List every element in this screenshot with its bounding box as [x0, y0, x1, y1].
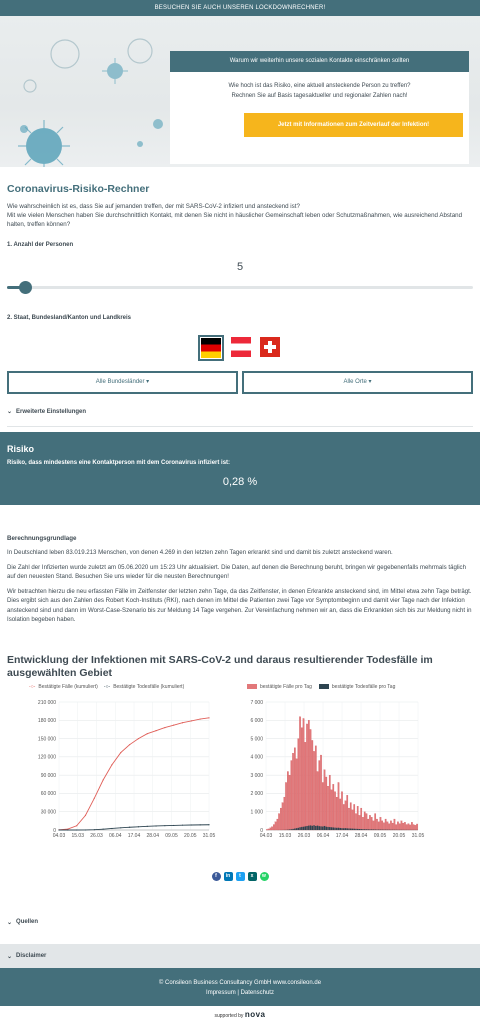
- share-bar: [7, 872, 473, 881]
- daily-cases-bar: [366, 813, 367, 829]
- daily-deaths-bar: [360, 829, 361, 830]
- daily-cases-bar: [362, 817, 363, 830]
- line-chart-x-tick: 26.03: [90, 832, 103, 839]
- daily-cases-bar: [278, 813, 279, 829]
- daily-cases-bar: [336, 797, 337, 830]
- line-chart-x-tick: 28.04: [146, 832, 160, 839]
- daily-cases-bar: [324, 769, 325, 829]
- daily-cases-bar: [374, 813, 375, 829]
- daily-deaths-bar: [306, 825, 307, 829]
- daily-cases-bar: [408, 823, 409, 829]
- line-chart-y-tick: 120 000: [37, 754, 56, 761]
- daily-cases-bar: [381, 820, 382, 829]
- daily-cases-bar: [416, 823, 417, 829]
- cases-point: [147, 733, 148, 734]
- footer-links[interactable]: Impressum | Datenschutz: [206, 990, 274, 996]
- daily-cases-bar: [268, 828, 269, 829]
- bar-chart-y-tick: 4 000: [250, 754, 263, 761]
- daily-deaths-bar: [357, 828, 358, 829]
- daily-cases-bar: [329, 775, 330, 830]
- chevron-down-icon: ▾: [146, 379, 150, 385]
- daily-cases-bar: [352, 809, 353, 829]
- deaths-point: [94, 829, 95, 830]
- line-chart-y-tick: 60 000: [40, 790, 56, 797]
- sources-label: Quellen: [16, 919, 39, 925]
- cases-point: [76, 825, 77, 826]
- daily-cases-bar: [277, 819, 278, 830]
- daily-deaths-bar: [362, 829, 363, 830]
- calculation-basis: [0, 535, 480, 881]
- cases-point: [129, 744, 130, 745]
- divider: [7, 426, 473, 427]
- daily-cases-bar: [292, 753, 293, 830]
- deaths-point: [208, 824, 209, 825]
- bar-chart-y-tick: 5 000: [250, 735, 263, 742]
- deaths-point: [120, 827, 121, 828]
- bar-chart-x-tick: 28.04: [354, 832, 368, 839]
- region-selects: [7, 371, 473, 394]
- cases-point: [120, 751, 121, 752]
- daily-cases-bar: [271, 826, 272, 829]
- deaths-point: [103, 828, 104, 829]
- hero-line-2: Rechnen Sie auf Basis tagesaktueller und regionaler Zahlen nach!: [231, 93, 408, 99]
- deaths-point: [155, 825, 156, 826]
- daily-deaths-bar: [327, 826, 328, 829]
- daily-deaths-bar: [326, 826, 327, 829]
- daily-cases-bar: [345, 800, 346, 829]
- daily-cases-bar: [305, 742, 306, 830]
- cases-point: [111, 764, 112, 765]
- country-selector: [7, 335, 473, 361]
- daily-deaths-bar: [298, 827, 299, 829]
- line-chart-x-tick: 20.05: [183, 832, 197, 839]
- line-chart-x-tick: 17.04: [127, 832, 141, 839]
- daily-cases-bar: [390, 820, 391, 829]
- risk-title: Risiko: [7, 444, 35, 454]
- daily-deaths-bar: [294, 828, 295, 829]
- chevron-down-icon: ⌄: [7, 919, 13, 926]
- daily-cases-bar: [380, 817, 381, 830]
- daily-cases-bar: [402, 823, 403, 830]
- daily-cases-bar: [313, 751, 314, 830]
- place-dropdown[interactable]: [242, 371, 473, 394]
- line-chart-y-tick: 180 000: [37, 717, 56, 724]
- daily-cases-bar: [364, 811, 365, 829]
- bar-chart-y-tick: 2 000: [250, 790, 263, 797]
- line-chart-x-tick: 09.05: [165, 832, 178, 839]
- austria-flag-icon: [231, 337, 251, 357]
- cases-point: [182, 722, 183, 723]
- daily-cases-bar: [299, 716, 300, 829]
- daily-deaths-bar: [374, 829, 375, 830]
- daily-cases-bar: [315, 745, 316, 829]
- daily-cases-bar: [289, 775, 290, 830]
- deaths-point: [164, 825, 165, 826]
- cases-point: [164, 727, 165, 728]
- page-title: Coronavirus-Risiko-Rechner: [7, 183, 150, 195]
- daily-cases-bar: [348, 808, 349, 830]
- daily-cases-bar: [275, 821, 276, 829]
- daily-deaths-bar: [355, 828, 356, 829]
- daily-cases-bar: [308, 720, 309, 830]
- daily-cases-bar: [385, 819, 386, 830]
- daily-cases-bar: [322, 782, 323, 830]
- daily-deaths-bar: [319, 826, 320, 830]
- daily-deaths-bar: [289, 829, 290, 830]
- flag-austria-button[interactable]: [229, 335, 253, 359]
- daily-cases-bar: [284, 797, 285, 830]
- daily-cases-bar: [347, 795, 348, 830]
- supported-by[interactable]: [0, 1010, 480, 1019]
- daily-deaths-bar: [371, 829, 372, 830]
- daily-cases-bar: [306, 723, 307, 829]
- daily-cases-bar: [331, 789, 332, 829]
- legend-daily-cases-swatch: [247, 684, 257, 689]
- daily-deaths-bar: [364, 829, 365, 830]
- advanced-settings-label: Erweiterte Einstellungen: [16, 408, 87, 415]
- basis-paragraph-1: In Deutschland leben 83.019.213 Menschen, von denen 4.269 in den letzten zehn Tagen erkrankt sind und damit bis zuletzt ansteckend waren.: [7, 549, 393, 556]
- basis-paragraph-2: Die Zahl der Infizierten wurde zuletzt am 05.06.2020 um 15:23 Uhr aktualisiert. Die Daten, auf denen die Berechnung beruht, bringen wir gegebenenfalls mehrmals täglich auf den neuesten Stand. Besuchen Sie uns wieder für die neusten Berechnungen!: [7, 563, 466, 580]
- daily-cases-bar: [367, 819, 368, 830]
- deaths-point: [85, 829, 86, 830]
- legend-deaths-marker-icon: -○-: [103, 683, 111, 690]
- bar-chart-x-tick: 17.04: [335, 832, 349, 839]
- daily-cases-bar: [327, 786, 328, 830]
- deaths-point: [200, 824, 201, 825]
- daily-deaths-bar: [310, 825, 311, 830]
- daily-deaths-bar: [367, 829, 368, 830]
- daily-cases-bar: [415, 825, 416, 830]
- deaths-point: [191, 824, 192, 825]
- daily-cases-bar: [397, 821, 398, 829]
- cases-point: [191, 720, 192, 721]
- sources-toggle[interactable]: [0, 916, 480, 928]
- switzerland-flag-icon: [260, 337, 280, 357]
- daily-cases-bar: [354, 804, 355, 830]
- risk-panel: [0, 432, 480, 505]
- persons-slider[interactable]: [7, 281, 473, 293]
- daily-cases-bar: [369, 815, 370, 830]
- bar-chart-x-tick: 26.03: [297, 832, 311, 839]
- deaths-point: [129, 826, 130, 827]
- facebook-icon[interactable]: f: [212, 872, 221, 881]
- intro-text-2: Mit wie vielen Menschen haben Sie durchschnittlich Kontakt, mit denen Sie nicht in häuslicher Gemeinschaft leben oder Schutzmaßnahmen, wie ausreichend Abstand halten, treffen können?: [7, 212, 463, 228]
- daily-cases-bar: [401, 820, 402, 829]
- daily-cases-bar: [301, 727, 302, 829]
- daily-cases-bar: [319, 760, 320, 829]
- daily-cases-bar: [357, 806, 358, 830]
- bar-chart-x-tick: 06.04: [316, 832, 330, 839]
- footer-copyright[interactable]: © Consileon Business Consultancy GmbH www.consileon.de: [158, 980, 322, 986]
- daily-deaths-bar: [296, 828, 297, 830]
- daily-cases-bar: [287, 771, 288, 830]
- daily-deaths-bar: [347, 828, 348, 830]
- daily-cases-bar: [343, 804, 344, 830]
- daily-cases-bar: [280, 808, 281, 830]
- daily-cases-bar: [373, 820, 374, 829]
- daily-cases-bar: [270, 827, 271, 829]
- line-chart-y-tick: 90 000: [40, 772, 56, 779]
- daily-cases-bar: [310, 729, 311, 830]
- hero-text: [170, 72, 469, 109]
- bar-chart-x-tick: 15.03: [278, 832, 292, 839]
- daily-deaths-bar: [345, 828, 346, 830]
- daily-bar-chart: [231, 694, 431, 844]
- cumulative-line-chart: [7, 694, 217, 844]
- legend-daily-deaths-swatch: [319, 684, 329, 689]
- daily-deaths-bar: [303, 826, 304, 829]
- daily-cases-bar: [338, 782, 339, 830]
- daily-deaths-bar: [301, 826, 302, 829]
- daily-deaths-bar: [329, 827, 330, 830]
- cases-point: [173, 724, 174, 725]
- daily-cases-bar: [360, 808, 361, 830]
- daily-cases-bar: [282, 802, 283, 829]
- daily-deaths-bar: [315, 825, 316, 829]
- chevron-down-icon: ⌄: [7, 409, 13, 415]
- daily-deaths-bar: [373, 829, 374, 830]
- daily-deaths-bar: [299, 827, 300, 830]
- legend-daily-deaths-label[interactable]: bestätigte Todesfälle pro Tag: [331, 683, 396, 690]
- daily-cases-bar: [392, 823, 393, 830]
- flag-germany-button[interactable]: [198, 335, 224, 361]
- line-chart-x-tick: 04.03: [52, 832, 66, 839]
- supported-by-label: supported by: [214, 1013, 244, 1019]
- line-chart-y-tick: 30 000: [40, 809, 56, 816]
- cases-point: [200, 718, 201, 719]
- chart-section-title: Entwicklung der Infektionen mit SARS-CoV-2 und daraus resultierender Todesfälle im ausgewählten Gebiet: [7, 653, 433, 679]
- xing-icon[interactable]: x: [248, 872, 257, 881]
- cases-point: [208, 717, 209, 718]
- daily-deaths-bar: [317, 825, 318, 829]
- daily-cases-bar: [371, 817, 372, 830]
- daily-cases-bar: [413, 824, 414, 829]
- hero-cta-button[interactable]: Jetzt mit Informationen zum Zeitverlauf der Infektion!: [244, 113, 463, 137]
- cases-point: [138, 737, 139, 738]
- bar-chart-y-tick: 1 000: [250, 809, 263, 816]
- bar-chart-x-tick: 31.05: [411, 832, 425, 839]
- daily-deaths-bar: [331, 827, 332, 830]
- cases-point: [103, 779, 104, 780]
- lockdown-banner-link[interactable]: BESUCHEN SIE AUCH UNSEREN LOCKDOWNRECHNER!: [0, 0, 480, 16]
- daily-cases-bar: [395, 824, 396, 829]
- line-chart-y-tick: 0: [53, 827, 56, 834]
- chevron-down-icon: ▾: [368, 379, 372, 385]
- cases-point: [155, 730, 156, 731]
- germany-flag-icon: [201, 338, 221, 358]
- daily-cases-bar: [388, 823, 389, 829]
- daily-deaths-bar: [343, 828, 344, 830]
- deaths-point: [111, 827, 112, 828]
- nova-logo: nova: [244, 1010, 266, 1019]
- bar-chart-x-tick: 20.05: [392, 832, 406, 839]
- daily-deaths-bar: [369, 829, 370, 830]
- daily-deaths-bar: [334, 827, 335, 829]
- deaths-point: [138, 826, 139, 827]
- hero-section: [0, 16, 480, 167]
- daily-cases-bar: [340, 798, 341, 829]
- daily-cases-bar: [291, 760, 292, 829]
- daily-deaths-bar: [312, 825, 313, 829]
- daily-cases-bar: [394, 819, 395, 830]
- daily-cases-bar: [285, 782, 286, 830]
- daily-cases-bar: [378, 821, 379, 829]
- daily-cases-bar: [273, 824, 274, 829]
- daily-deaths-bar: [354, 828, 355, 829]
- bar-chart-y-tick: 3 000: [250, 772, 263, 779]
- disclaimer-toggle[interactable]: [0, 944, 480, 968]
- legend-cases-label[interactable]: Bestätigte Fälle (kumuliert): [38, 683, 98, 690]
- daily-deaths-bar: [341, 828, 342, 830]
- chevron-down-icon: ⌄: [7, 953, 13, 960]
- daily-cases-bar: [387, 821, 388, 829]
- daily-deaths-bar: [352, 828, 353, 829]
- bar-chart-y-tick: 7 000: [250, 699, 263, 706]
- deaths-point: [182, 824, 183, 825]
- daily-deaths-bar: [291, 829, 292, 830]
- legend-cases-marker-icon: -○-: [29, 683, 36, 690]
- daily-cases-bar: [326, 776, 327, 829]
- daily-deaths-bar: [324, 825, 325, 829]
- disclaimer-label: Disclaimer: [16, 953, 47, 959]
- legend-deaths-label[interactable]: Bestätigte Todesfälle (kumuliert): [113, 683, 185, 690]
- daily-cases-bar: [303, 718, 304, 830]
- daily-cases-bar: [383, 822, 384, 829]
- state-dropdown[interactable]: [7, 371, 238, 394]
- basis-title: Berechnungsgrundlage: [7, 535, 77, 542]
- bar-chart-x-tick: 04.03: [259, 832, 273, 839]
- bar-chart-y-tick: 0: [260, 827, 263, 834]
- persons-label: 1. Anzahl der Personen: [7, 242, 74, 248]
- flag-switzerland-button[interactable]: [258, 335, 282, 359]
- state-dropdown-label: Alle Bundesländer: [95, 379, 145, 385]
- daily-cases-bar: [350, 802, 351, 829]
- line-chart-x-tick: 06.04: [108, 832, 122, 839]
- legend-daily-cases-label[interactable]: bestätigte Fälle pro Tag: [260, 683, 312, 690]
- hero-card: [170, 51, 469, 137]
- persons-value: 5: [236, 261, 244, 273]
- daily-deaths-bar: [359, 828, 360, 829]
- daily-deaths-bar: [333, 827, 334, 830]
- footer: [0, 968, 480, 1006]
- daily-deaths-bar: [338, 827, 339, 829]
- daily-cases-bar: [406, 824, 407, 829]
- deaths-point: [67, 829, 68, 830]
- daily-cases-bar: [298, 738, 299, 829]
- daily-cases-bar: [333, 784, 334, 830]
- line-chart-y-tick: 150 000: [37, 735, 56, 742]
- daily-cases-bar: [399, 823, 400, 829]
- daily-deaths-bar: [292, 828, 293, 829]
- deaths-point: [58, 829, 59, 830]
- region-label: 2. Staat, Bundesland/Kanton und Landkreis: [7, 315, 132, 321]
- daily-cases-bar: [294, 747, 295, 829]
- daily-deaths-bar: [336, 827, 337, 829]
- basis-paragraph-3: Wir betrachten hierzu die neu erfassten Fälle im Zeitfenster der letzten zehn Tage, da das Zeitfenster, in denen Erkrankte ansteckend sind, im Mittel etwa zehn Tage beträgt. Dies ergibt sich aus den Zahlen des Robert Koch-Instituts (RKI), nach denen im Mittel die Patienten zwei Tage vor Symptombeginn und damit vier Tage nach der Infektion ansteckend sind und dann im Worst-Case-Szenario bis zur Meldung 14 Tage vergehen. Zur Vereinfachung nehmen wir an, dass die Erkrankten sich bis zur Meldung nicht in Isolation begeben haben.: [7, 587, 472, 623]
- hero-title: Warum wir weiterhin unsere sozialen Kontakte einschränken sollten: [170, 51, 469, 72]
- calculator-section: [0, 183, 480, 427]
- place-dropdown-label: Alle Orte: [343, 379, 367, 385]
- line-chart-x-tick: 15.03: [71, 832, 85, 839]
- deaths-point: [76, 829, 77, 830]
- daily-cases-bar: [359, 815, 360, 830]
- twitter-icon[interactable]: t: [236, 872, 245, 881]
- daily-deaths-bar: [322, 826, 323, 829]
- risk-value: 0,28 %: [222, 476, 258, 488]
- charts-area: [7, 680, 473, 850]
- daily-cases-bar: [411, 822, 412, 830]
- daily-cases-bar: [409, 824, 410, 829]
- daily-cases-bar: [312, 740, 313, 830]
- daily-cases-bar: [320, 755, 321, 830]
- cases-point: [85, 814, 86, 815]
- advanced-settings-toggle[interactable]: [7, 394, 473, 415]
- bar-chart-y-tick: 6 000: [250, 717, 263, 724]
- daily-deaths-bar: [350, 828, 351, 829]
- deaths-point: [147, 825, 148, 826]
- daily-deaths-bar: [320, 826, 321, 830]
- daily-cases-bar: [334, 791, 335, 829]
- risk-subtitle: Risiko, dass mindestens eine Kontaktperson mit dem Coronavirus infiziert ist:: [7, 460, 231, 466]
- daily-deaths-bar: [340, 827, 341, 829]
- hero-line-1: Wie hoch ist das Risiko, eine aktuell ansteckende Person zu treffen?: [228, 83, 411, 89]
- line-chart-y-tick: 210 000: [37, 699, 56, 706]
- slider-track: [7, 286, 473, 289]
- daily-cases-bar: [355, 813, 356, 829]
- bar-chart-legend: [247, 684, 395, 690]
- whatsapp-icon[interactable]: w: [260, 872, 269, 881]
- daily-cases-bar: [317, 771, 318, 830]
- line-chart-legend: [29, 684, 184, 690]
- deaths-point: [173, 824, 174, 825]
- line-chart-x-tick: 31.05: [202, 832, 216, 839]
- daily-cases-bar: [376, 819, 377, 830]
- daily-deaths-bar: [348, 828, 349, 830]
- daily-cases-bar: [266, 829, 267, 830]
- daily-deaths-bar: [366, 829, 367, 830]
- intro-text-1: Wie wahrscheinlich ist es, dass Sie auf jemanden treffen, der mit SARS-CoV-2 infiziert und ansteckend ist?: [7, 203, 300, 210]
- daily-cases-bar: [296, 758, 297, 829]
- daily-deaths-bar: [308, 825, 309, 829]
- daily-cases-bar: [341, 791, 342, 829]
- slider-thumb[interactable]: [19, 281, 32, 294]
- daily-cases-bar: [404, 822, 405, 830]
- cases-point: [94, 797, 95, 798]
- linkedin-icon[interactable]: in: [224, 872, 233, 881]
- bar-chart-x-tick: 09.05: [373, 832, 387, 839]
- daily-deaths-bar: [313, 825, 314, 830]
- daily-deaths-bar: [305, 826, 306, 830]
